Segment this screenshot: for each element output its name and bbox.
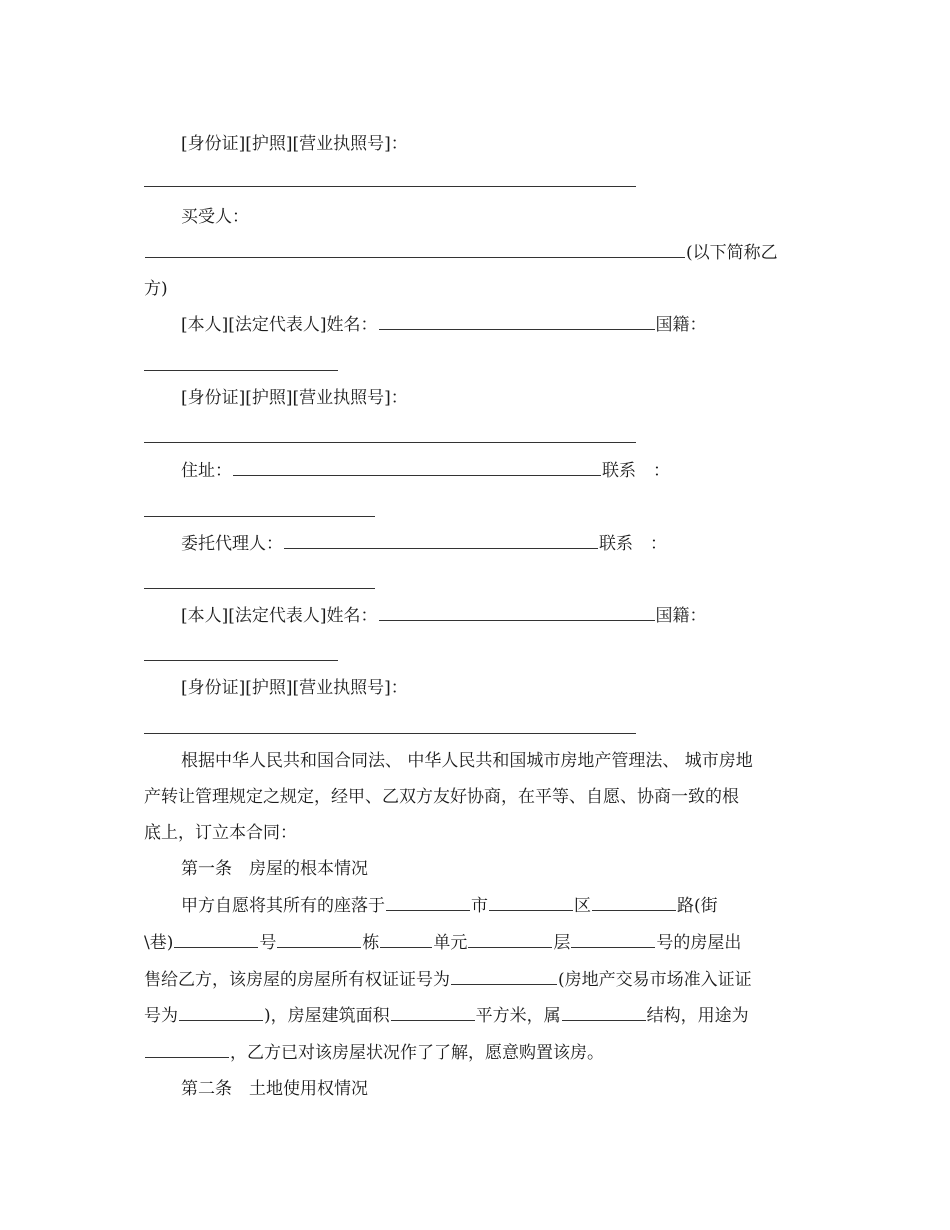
unit-blank (380, 929, 432, 948)
buyer-label: 买受人： (181, 207, 249, 227)
contact-label: 联系 ： (602, 461, 670, 481)
article-1-line-2 (144, 928, 809, 958)
buyer-name-blank (145, 239, 685, 258)
article-1-line-5 (144, 1038, 809, 1068)
a1-text: 单元 (433, 933, 468, 953)
a1-text: 号的房屋出 (656, 933, 742, 953)
nationality-label: 国籍： (655, 315, 707, 335)
district-blank (489, 892, 573, 911)
representative-line-1 (181, 310, 809, 340)
road-blank (592, 892, 676, 911)
basis-line-3 (144, 818, 809, 848)
blank-line (144, 442, 636, 443)
basis-line-1 (181, 746, 809, 776)
building-blank (277, 929, 361, 948)
id-label: [身份证][护照][营业执照号]： (181, 134, 408, 154)
name-label: [本人][法定代表人]姓名： (181, 606, 378, 626)
article-1-line-3 (144, 965, 809, 995)
article-title: 第二条 土地使用权情况 (181, 1079, 368, 1099)
buyer-name-line (144, 238, 809, 268)
a1-text: 号为 (144, 1006, 178, 1026)
a1-text: 区 (574, 896, 591, 916)
name-blank (379, 311, 655, 330)
floor-blank (468, 929, 552, 948)
certificate-blank (451, 966, 557, 985)
name-blank (379, 602, 655, 621)
id-label-line-2 (181, 383, 809, 413)
blank-line (144, 588, 375, 589)
article-1-line-1 (181, 891, 809, 921)
a1-text: 平方米，属 (475, 1006, 561, 1026)
blank-line (144, 370, 338, 371)
room-blank (571, 929, 655, 948)
basis-text: 底上，订立本合同： (144, 823, 297, 843)
contact-label: 联系 ： (599, 534, 667, 554)
address-label: 住址： (181, 461, 232, 481)
a1-text: ，乙方已对该房屋状况作了了解，愿意购置该房。 (230, 1043, 604, 1063)
name-label: [本人][法定代表人]姓名： (181, 315, 378, 335)
a1-text: 号 (259, 933, 277, 953)
a1-text: 路(街 (677, 896, 718, 916)
article-1-heading (181, 854, 809, 884)
agent-line (181, 529, 809, 559)
address-line (181, 456, 809, 486)
buyer-line (181, 202, 809, 232)
article-1-line-4 (144, 1001, 809, 1031)
structure-blank (562, 1002, 646, 1021)
area-blank (391, 1002, 475, 1021)
blank-line (144, 186, 636, 187)
buyer-suffix-2: 方) (144, 279, 168, 299)
city-blank (386, 892, 470, 911)
a1-text: 市 (471, 896, 488, 916)
a1-text: 售给乙方，该房屋的房屋所有权证证号为 (144, 970, 450, 990)
blank-line (144, 516, 375, 517)
use-blank (145, 1039, 229, 1058)
article-2-heading (181, 1074, 809, 1104)
a1-text: 结构，用途为 (646, 1006, 749, 1026)
id-label: [身份证][护照][营业执照号]： (181, 388, 408, 408)
a1-text: \巷) (144, 933, 174, 953)
a1-text: 甲方自愿将其所有的座落于 (181, 896, 385, 916)
blank-line (144, 733, 636, 734)
article-title: 第一条 房屋的根本情况 (181, 859, 368, 879)
id-label-line-3 (181, 673, 809, 703)
basis-line-2 (144, 782, 809, 812)
id-label-line-1 (181, 129, 809, 159)
id-label: [身份证][护照][营业执照号]： (181, 678, 408, 698)
agent-label: 委托代理人： (181, 534, 283, 554)
blank-line (144, 660, 338, 661)
basis-text: 根据中华人民共和国合同法、 中华人民共和国城市房地产管理法、 城市房地 (181, 751, 753, 771)
no-blank (174, 929, 258, 948)
permit-blank (179, 1002, 263, 1021)
a1-text: 层 (553, 933, 571, 953)
basis-text: 产转让管理规定之规定，经甲、乙双方友好协商，在平等、自愿、协商一致的根 (144, 787, 739, 807)
a1-text: 栋 (362, 933, 380, 953)
buyer-suffix: (以下简称乙 (686, 243, 778, 263)
nationality-label: 国籍： (655, 606, 707, 626)
a1-text: )，房屋建筑面积 (264, 1006, 390, 1026)
address-blank (233, 457, 601, 476)
buyer-suffix-line (144, 274, 809, 304)
representative-line-2 (181, 601, 809, 631)
a1-text: (房地产交易市场准入证证 (558, 970, 752, 990)
agent-blank (284, 530, 598, 549)
